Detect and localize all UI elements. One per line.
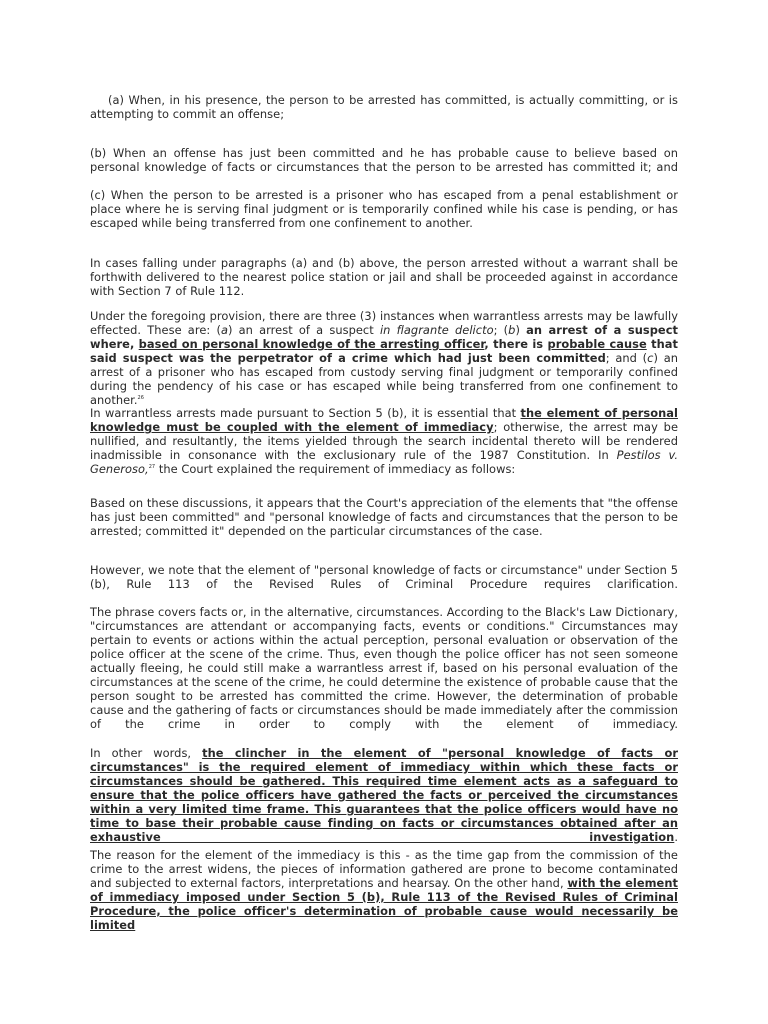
footnote-marker: 26 (137, 395, 144, 402)
paragraph-delivery: In cases falling under paragraphs (a) and (b) above, the person arrested without a warrant shall be forthwith delivered to the nearest police station or jail and shall be proceeded against in accordance with Section 7 of Rule 112. (90, 256, 678, 298)
bold-run: , there is (484, 337, 548, 351)
text-run: Under the foregoing provision, there are three (3) instances when warrantless arrests may be lawfully effected. These are: ( (90, 309, 678, 337)
text-run: ; otherwise, the arrest may be nullified, and resultantly, the items yielded through the search incidental thereto will be rendered inadmissible in consonance with the exclusionary rule of the 1987 Constitution. In (90, 420, 678, 462)
latin-phrase: in flagrante delicto (379, 323, 494, 337)
case-name: Pestilos v. Generoso, (90, 448, 678, 476)
text-run: The reason for the element of the immediacy is this - as the time gap from the commission of the crime to the arrest widens, the pieces of information gathered are prone to become contaminated and subjected to external factors, interpretations and hearsay. On the other hand, (90, 848, 678, 890)
italic-letter-a: a (220, 323, 228, 337)
bold-underlined-run: the clincher in the element of "personal knowledge of facts or circumstances" is the required element of immediacy within which these facts or circumstances should be gathered. This required time element acts as a safeguard to ensure that the police officers have gathered the facts or perceived the circumstances within a very limited time frame. This guarantees that the police officers would have no time to base their probable cause finding on facts or circumstances obtained after an exhaustive investigation (90, 746, 679, 844)
paragraph-warrantless-arrests (90, 406, 678, 476)
text-run: ) (515, 323, 527, 337)
text-run: ) an arrest of a prisoner who has escaped from custody serving final judgment or temporarily confined during the pendency of his case or has escaped while being transferred from one confinement to another. (90, 351, 678, 407)
bold-run: that said suspect was the perpetrator of a crime which had just been committed (90, 337, 678, 365)
paragraph-three-instances (90, 309, 678, 407)
bold-underlined-run: probable cause (547, 337, 647, 351)
text-run: ) an arrest of a suspect (227, 323, 380, 337)
text-run: In warrantless arrests made pursuant to Section 5 (b), it is essential that (90, 406, 521, 420)
paragraph-rule-b: (b) When an offense has just been committed and he has probable cause to believe based on personal knowledge of facts or circumstances that the person to be arrested has committed it; and (90, 146, 678, 174)
paragraph-phrase-covers: The phrase covers facts or, in the alternative, circumstances. According to the Black's Law Dictionary, "circumstances are attendant or accompanying facts, events or conditions." Circumstances may pertain to events or actions within the actual perception, personal evaluation or observation of the police officer at the scene of the crime. Thus, even though the police officer has not seen someone actually fleeing, he could still make a warrantless arrest if, based on his personal evaluation of the circumstances at the scene of the crime, he could determine the existence of probable cause that the person sought to be arrested has committed the crime. However, the determination of probable cause and the gathering of facts or circumstances should be made immediately after the commission of the crime in order to comply with the element of immediacy. (90, 605, 678, 731)
text-run: ; and ( (605, 351, 648, 365)
bold-underlined-run: based on personal knowledge of the arresting officer (138, 337, 485, 351)
paragraph-clarification: However, we note that the element of "personal knowledge of facts or circumstance" under Section 5 (b), Rule 113 of the Revised Rules of Criminal Procedure requires clarification. (90, 563, 678, 591)
italic-letter-c: c (647, 351, 654, 365)
paragraph-rule-a: (a) When, in his presence, the person to be arrested has committed, is actually committing, or is attempting to commit an offense; (90, 93, 678, 121)
paragraph-rule-c: (c) When the person to be arrested is a prisoner who has escaped from a penal establishment or place where he is serving final judgment or is temporarily confined while his case is pending, or has escaped while being transferred from one confinement to another. (90, 188, 678, 230)
paragraph-court-appreciation: Based on these discussions, it appears that the Court's appreciation of the elements that "the offense has just been committed" and "personal knowledge of facts and circumstances that the person to be arrested; committed it" depended on the particular circumstances of the case. (90, 496, 678, 538)
footnote-marker: 27 (148, 464, 156, 471)
italic-letter-b: b (508, 323, 516, 337)
bold-run: an arrest of a suspect where, (90, 323, 678, 351)
paragraph-in-other-words (90, 746, 678, 844)
bold-underlined-run: with the element of immediacy imposed under Section 5 (b), Rule 113 of the Revised Rules of Criminal Procedure, the police officer's determination of probable cause would necessarily be limited (90, 876, 678, 932)
text-run: In other words, (90, 746, 203, 760)
text-run: . (674, 830, 678, 844)
bold-underlined-run: the element of personal knowledge must be coupled with the element of immediacy (90, 406, 678, 434)
text-run: ; ( (493, 323, 509, 337)
paragraph-reason-immediacy (90, 848, 678, 932)
text-run: the Court explained the requirement of immediacy as follows: (155, 462, 516, 476)
